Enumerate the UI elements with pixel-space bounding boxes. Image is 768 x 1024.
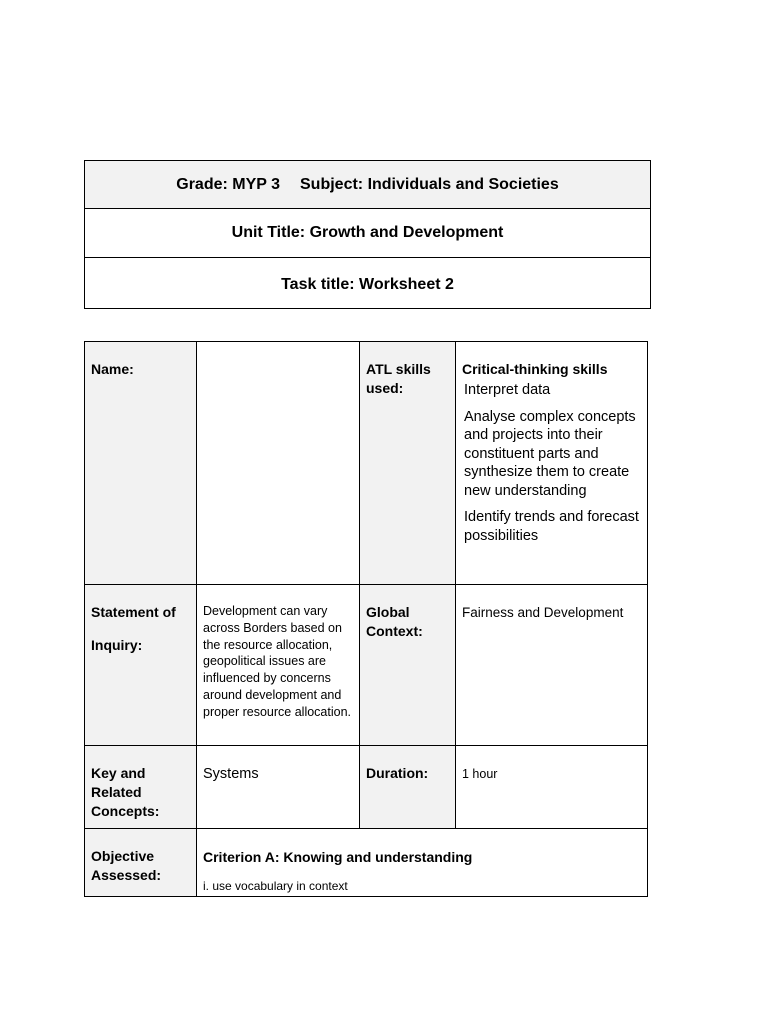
name-value[interactable] xyxy=(197,342,359,360)
name-label-cell xyxy=(85,342,197,585)
key-concepts-label-cell xyxy=(85,746,197,829)
key-concepts-value-cell xyxy=(197,746,360,829)
name-value-cell[interactable] xyxy=(197,342,360,585)
row-key-duration xyxy=(85,746,648,829)
row-soi-global xyxy=(85,585,648,746)
global-context-label: Global Context: xyxy=(366,604,423,639)
global-context-value-cell xyxy=(456,585,648,746)
objective-label-cell xyxy=(85,829,197,897)
row-name-atl xyxy=(85,342,648,585)
global-context-value: Fairness and Development xyxy=(462,605,624,620)
atl-item: Analyse complex concepts and projects into their constituent parts and synthesize them to create new understanding xyxy=(464,408,636,499)
row-objective xyxy=(85,829,648,897)
subject-text: Subject: Individuals and Societies xyxy=(300,175,559,193)
duration-label: Duration: xyxy=(366,765,429,781)
duration-value-cell xyxy=(456,746,648,829)
task-title: Task title: Worksheet 2 xyxy=(85,258,651,309)
atl-label: ATL skills used: xyxy=(366,361,431,396)
header-table xyxy=(84,160,651,309)
duration-value: 1 hour xyxy=(462,767,498,781)
key-concepts-value: Systems xyxy=(203,766,259,782)
atl-value-cell xyxy=(456,342,648,585)
key-concepts-label: Key and Related Concepts: xyxy=(91,765,160,819)
atl-item: Identify trends and forecast possibilities xyxy=(464,509,639,544)
criterion-heading: Criterion A: Knowing and understanding xyxy=(203,849,473,865)
grade-text: Grade: MYP 3 xyxy=(176,175,280,193)
atl-item: Interpret data xyxy=(464,382,551,398)
unit-title: Unit Title: Growth and Development xyxy=(85,209,651,258)
grade-subject-cell xyxy=(85,161,651,209)
criterion-item: i. use vocabulary in context xyxy=(203,879,348,893)
objective-label: Objective Assessed: xyxy=(91,848,162,883)
atl-list xyxy=(456,379,647,545)
soi-label xyxy=(85,585,196,655)
duration-label-cell xyxy=(360,746,456,829)
soi-value-cell xyxy=(197,585,360,746)
soi-label-cell xyxy=(85,585,197,746)
global-context-label-cell xyxy=(360,585,456,746)
atl-label-cell xyxy=(360,342,456,585)
soi-value: Development can vary across Borders based on the resource allocation, geopolitical issues are influenced by concerns around development and proper resource allocation. xyxy=(203,604,351,719)
info-table xyxy=(84,341,648,897)
objective-value-cell xyxy=(197,829,648,897)
soi-label-line2: Inquiry: xyxy=(91,637,143,653)
name-label: Name: xyxy=(91,361,134,377)
soi-label-line1: Statement of xyxy=(91,604,176,620)
atl-heading: Critical-thinking skills xyxy=(462,361,608,377)
